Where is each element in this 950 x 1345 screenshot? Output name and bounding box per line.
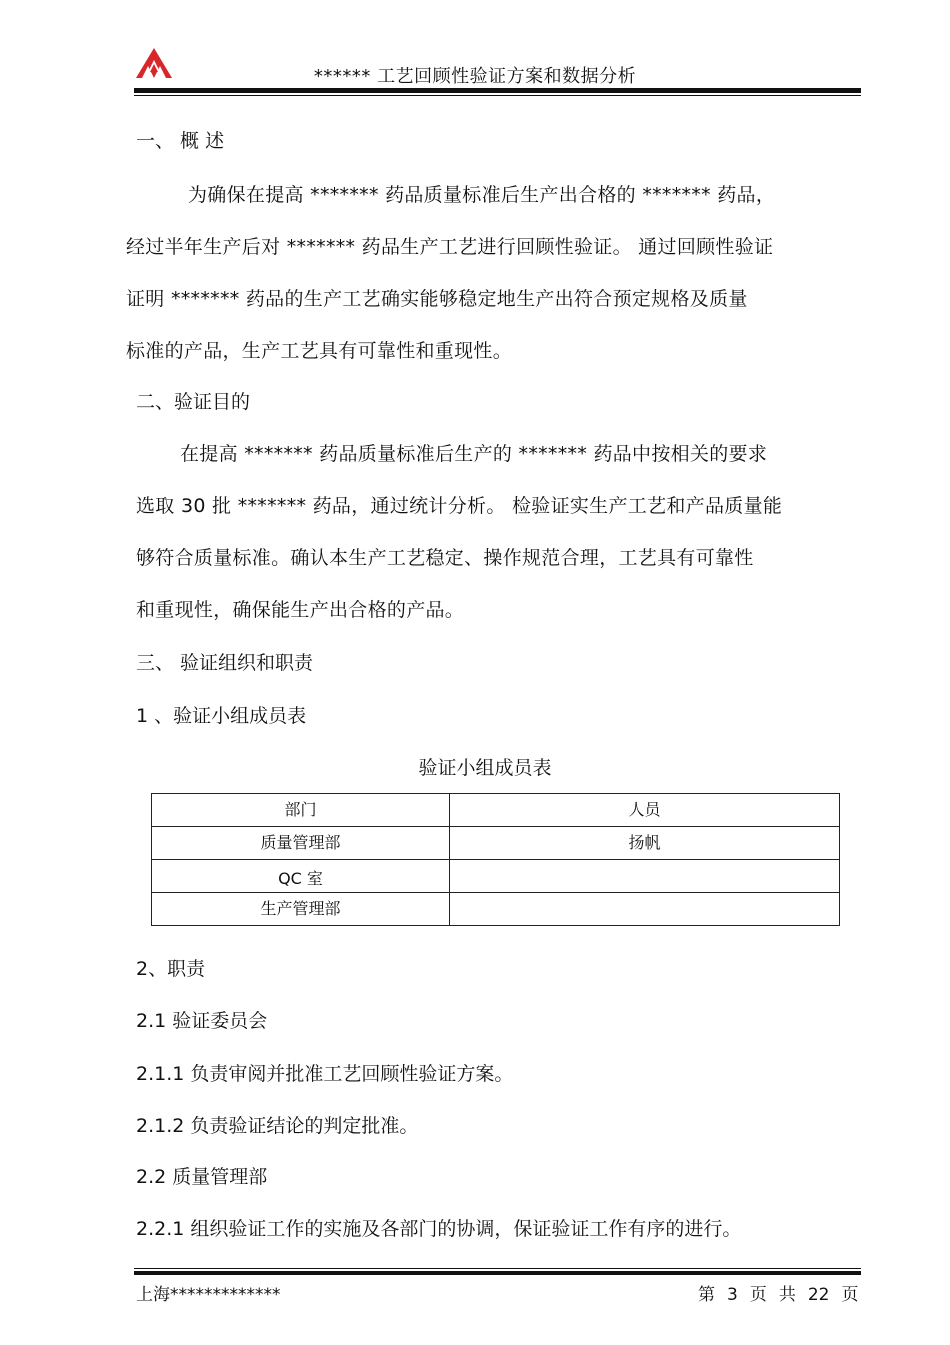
section-1-line-1: 为确保在提高 ******* 药品质量标准后生产出合格的 ******* 药品， (188, 184, 776, 206)
page-number: 3 (727, 1285, 738, 1305)
section-1-heading: 一、 概 述 (136, 130, 225, 152)
table-row (152, 860, 840, 893)
page-label: 页 (749, 1285, 767, 1305)
item-2-1-1: 2.1.1 负责审阅并批准工艺回顾性验证方案。 (136, 1063, 514, 1085)
table-header-cell: 人员 (450, 794, 840, 827)
table-header-cell: 部门 (152, 794, 450, 827)
section-2-heading: 二、验证目的 (136, 391, 251, 413)
item-2-2: 2.2 质量管理部 (136, 1166, 268, 1188)
footer-rule-thick (134, 1271, 861, 1275)
table-cell (450, 893, 840, 926)
table-header-row (152, 794, 840, 827)
table-cell: QC 室 (152, 860, 450, 893)
section-2-line-3: 够符合质量标准。确认本生产工艺稳定、操作规范合理，工艺具有可靠性 (136, 547, 754, 569)
page-label: 页 (841, 1285, 859, 1305)
item-2-2-1: 2.2.1 组织验证工作的实施及各部门的协调，保证验证工作有序的进行。 (136, 1218, 742, 1240)
table-row (152, 827, 840, 860)
section-3-subheading-1: 1 、验证小组成员表 (136, 705, 307, 727)
members-table (151, 793, 840, 926)
page-label: 共 (778, 1285, 796, 1305)
document-header-title: ****** 工艺回顾性验证方案和数据分析 (313, 66, 637, 87)
footer-rule-thin (134, 1268, 861, 1269)
item-2-1-2: 2.1.2 负责验证结论的判定批准。 (136, 1115, 419, 1137)
footer-company: 上海************* (136, 1285, 281, 1305)
table-cell: 扬帆 (450, 827, 840, 860)
section-1-line-3: 证明 ******* 药品的生产工艺确实能够稳定地生产出符合预定规格及质量 (126, 288, 748, 310)
table-cell: 质量管理部 (152, 827, 450, 860)
page-total: 22 (807, 1285, 830, 1305)
table-cell: 生产管理部 (152, 893, 450, 926)
section-3-heading: 三、 验证组织和职责 (136, 652, 314, 674)
table-row (152, 893, 840, 926)
section-1-line-4: 标准的产品，生产工艺具有可靠性和重现性。 (126, 340, 513, 362)
item-2-heading: 2、职责 (136, 958, 206, 980)
table-title: 验证小组成员表 (418, 757, 552, 779)
header-rule-thick (134, 88, 861, 93)
header-rule-thin (134, 95, 861, 96)
page-label: 第 (698, 1285, 715, 1305)
section-2-line-2: 选取 30 批 ******* 药品，通过统计分析。 检验证实生产工艺和产品质量能 (136, 495, 783, 517)
item-2-1: 2.1 验证委员会 (136, 1010, 268, 1032)
footer-page-info (692, 1280, 864, 1305)
section-2-line-1: 在提高 ******* 药品质量标准后生产的 ******* 药品中按相关的要求 (180, 443, 768, 465)
section-2-line-4: 和重现性，确保能生产出合格的产品。 (136, 599, 465, 621)
table-cell (450, 860, 840, 893)
section-1-line-2: 经过半年生产后对 ******* 药品生产工艺进行回顾性验证。 通过回顾性验证 (126, 236, 774, 258)
